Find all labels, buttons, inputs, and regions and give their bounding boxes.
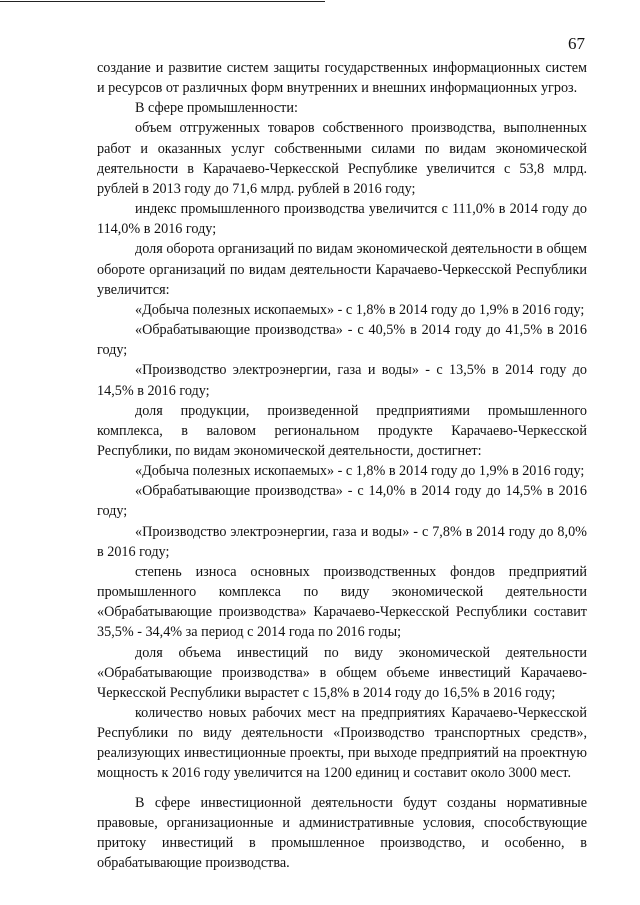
paragraph: доля продукции, произведенной предприятиями промышленного комплекса, в валовом региональном продукте Карачаево-Черкесской Республики, по видам экономической деятельности, достигнет:	[97, 402, 587, 459]
paragraph: доля оборота организаций по видам экономической деятельности в общем обороте организаций по видам деятельности Карачаево-Черкесской Республики увеличится:	[97, 241, 587, 298]
paragraph: «Обрабатывающие производства» - с 14,0% в 2014 году до 14,5% в 2016 году;	[97, 483, 587, 520]
paragraph: создание и развитие систем защиты государственных информационных систем и ресурсов от различных форм внутренних и внешних информационных угроз.	[97, 60, 587, 97]
paragraph: «Добыча полезных ископаемых» - с 1,8% в 2014 году до 1,9% в 2016 году;	[135, 463, 585, 480]
paragraph: доля объема инвестиций по виду экономической деятельности «Обрабатывающие производства» в общем объеме инвестиций Карачаево-Черкесской Республики вырастет с 15,8% в 2014 году до 16,5% в 2016 году;	[97, 644, 587, 701]
document-body	[97, 58, 587, 873]
top-rule	[0, 1, 325, 2]
page-number: 67	[568, 34, 585, 53]
paragraph: индекс промышленного производства увеличится с 111,0% в 2014 году до 114,0% в 2016 году;	[97, 201, 587, 238]
paragraph: «Обрабатывающие производства» - с 40,5% в 2014 году до 41,5% в 2016 году;	[97, 322, 587, 359]
paragraph: объем отгруженных товаров собственного производства, выполненных работ и оказанных услуг собственными силами по видам экономической деятельности в Карачаево-Черкесской Республике увеличится с 53,8 млрд. рублей в 2013 году до 71,6 млрд. рублей в 2016 году;	[97, 120, 587, 197]
paragraph: В сфере инвестиционной деятельности будут созданы нормативные правовые, организационные и административные условия, способствующие притоку инвестиций в промышленное производство, и особенно, в обрабатывающие производства.	[97, 794, 587, 872]
paragraph: количество новых рабочих мест на предприятиях Карачаево-Черкесской Республики по виду деятельности «Производство транспортных средств», реализующих инвестиционные проекты, при выходе предприятий на проектную мощность к 2016 году увеличится на 1200 единиц и составит около 3000 мест.	[97, 705, 587, 782]
paragraph: В сфере промышленности:	[135, 100, 298, 117]
paragraph: «Добыча полезных ископаемых» - с 1,8% в 2014 году до 1,9% в 2016 году;	[135, 301, 585, 318]
paragraph: «Производство электроэнергии, газа и воды» - с 7,8% в 2014 году до 8,0% в 2016 году;	[97, 523, 587, 560]
paragraph: «Производство электроэнергии, газа и воды» - с 13,5% в 2014 году до 14,5% в 2016 году;	[97, 362, 587, 399]
paragraph: степень износа основных производственных фондов предприятий промышленного комплекса по виду экономической деятельности «Обрабатывающие производства» Карачаево-Черкесской Республики составит 35,5% - 34,4% за период с 2014 года по 2016 годы;	[97, 563, 587, 641]
